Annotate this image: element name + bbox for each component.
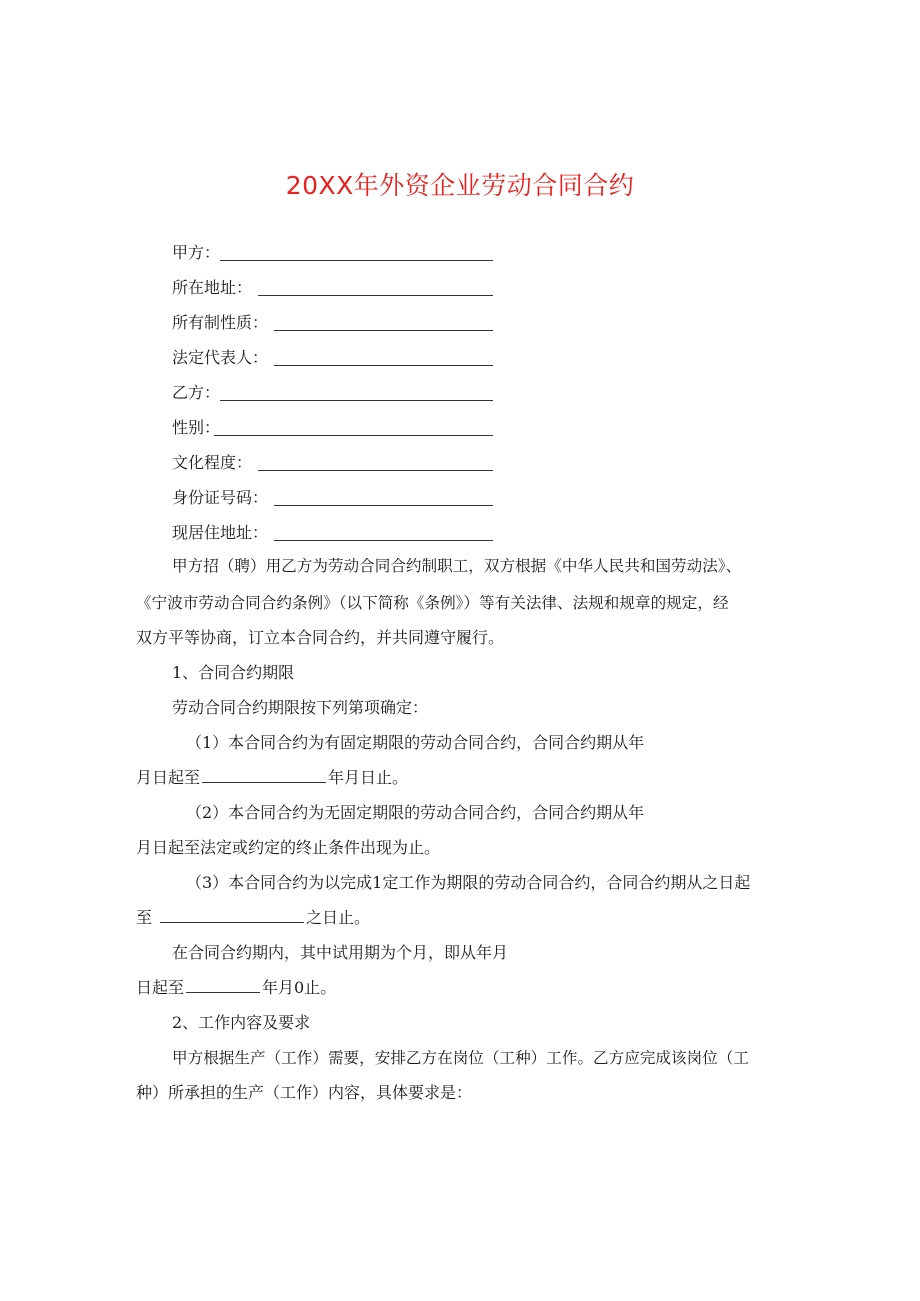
section-1-heading: 1、合同合约期限 [172,663,295,682]
text-segment: 日起至 [136,978,185,997]
term-item-2-line-2: 月日起至法定或约定的终止条件出现为止。 [136,838,441,857]
field-legal-rep [172,346,268,370]
term-item-3-line-2 [136,906,370,930]
field-address [172,276,252,300]
field-gender-line[interactable] [214,435,493,436]
field-party-a [172,241,220,265]
field-label: 法定代表人： [172,348,269,367]
text-segment: 之日止。 [306,908,371,927]
term-item-3-line-1: （3）本合同合约为以完成1定工作为期限的劳动合同合约，合同合约期从之日起 [186,873,751,892]
field-education-line[interactable] [258,470,493,471]
intro-line-2: 《宁波市劳动合同合约条例》（以下简称《条例》）等有关法律、法规和规章的规定，经 [136,594,729,612]
field-label: 甲方： [172,243,221,262]
term-item-1-line-1: （1）本合同合约为有固定期限的劳动合同合约，合同合约期从年 [186,733,645,752]
blank-task-completion[interactable] [160,906,304,923]
text-segment: 至 [136,908,153,927]
text-segment: 年月0止。 [262,978,337,997]
field-address-line[interactable] [258,295,493,296]
field-gender [172,416,220,440]
field-party-b-line[interactable] [220,400,493,401]
document-title: 20XX年外资企业劳动合同合约 [285,171,635,200]
field-ownership [172,311,268,335]
field-residence [172,521,268,545]
field-education [172,451,252,475]
text-segment: 年月日止。 [328,768,409,787]
trial-period-line-2 [136,976,336,1000]
field-id-number-line[interactable] [274,505,493,506]
section-1-lead: 劳动合同合约期限按下列第项确定： [172,698,429,717]
field-party-a-line[interactable] [220,260,493,261]
field-label: 所在地址： [172,278,253,297]
term-item-1-line-2 [136,766,408,790]
blank-end-date[interactable] [202,766,326,783]
section-2-body-line-1: 甲方根据生产（工作）需要，安排乙方在岗位（工种）工作。乙方应完成该岗位（工 [172,1049,749,1067]
field-residence-line[interactable] [274,540,493,541]
section-2-heading: 2、工作内容及要求 [172,1013,311,1032]
field-label: 所有制性质： [172,313,269,332]
field-ownership-line[interactable] [274,330,493,331]
trial-period-line-1: 在合同合约期内，其中试用期为个月，即从年月 [172,943,509,962]
intro-line-1: 甲方招（聘）用乙方为劳动合同合约制职工，双方根据《中华人民共和国劳动法》、 [172,557,742,575]
field-label: 文化程度： [172,453,253,472]
term-item-2-line-1: （2）本合同合约为无固定期限的劳动合同合约，合同合约期从年 [186,803,645,822]
field-legal-rep-line[interactable] [274,365,493,366]
section-2-body-line-2: 种）所承担的生产（工作）内容，具体要求是： [136,1083,473,1102]
field-label: 身份证号码： [172,488,269,507]
field-label: 性别： [172,418,221,437]
intro-line-3: 双方平等协商，订立本合同合约，并共同遵守履行。 [136,628,505,647]
field-label: 乙方： [172,383,221,402]
field-party-b [172,381,220,405]
blank-trial-end[interactable] [186,976,260,993]
field-label: 现居住地址： [172,523,269,542]
field-id-number [172,486,268,510]
text-segment: 月日起至 [136,768,201,787]
